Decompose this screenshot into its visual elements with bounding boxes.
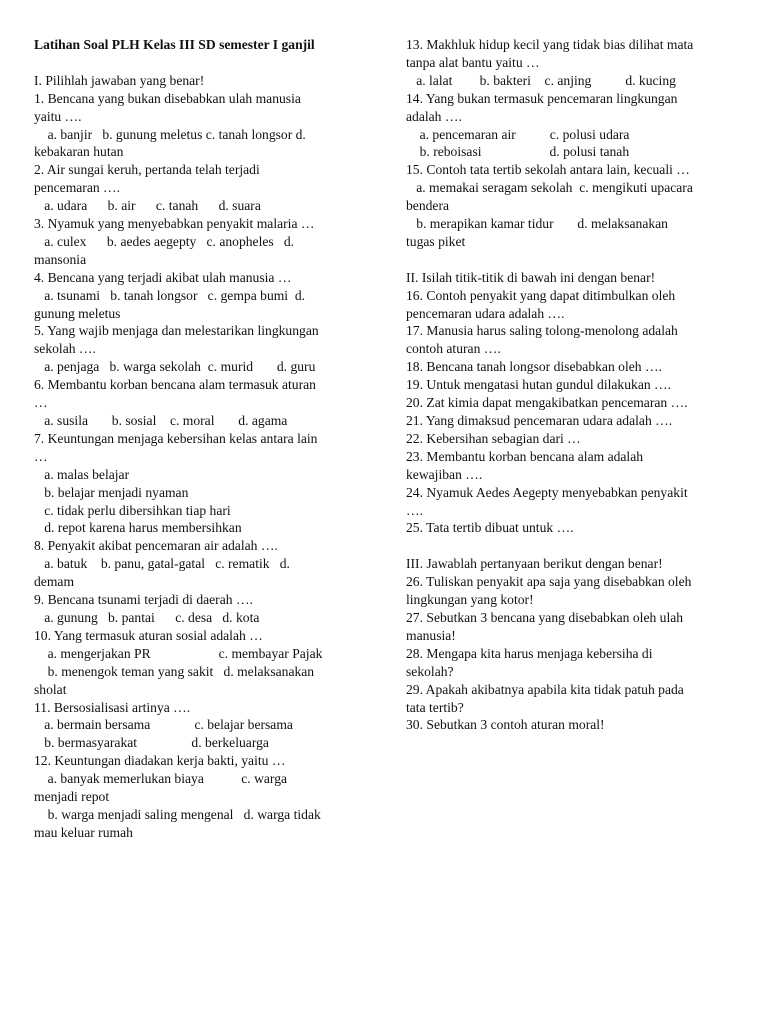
text-line: kebakaran hutan — [34, 144, 124, 160]
left-text-lines — [34, 54, 362, 842]
text-line: 25. Tata tertib dibuat untuk …. — [406, 520, 574, 536]
text-line: mansonia — [34, 251, 87, 267]
text-line: sekolah …. — [34, 341, 96, 357]
text-line: 11. Bersosialisasi artinya …. — [34, 699, 191, 715]
text-line: c. tidak perlu dibersihkan tiap hari — [34, 502, 231, 518]
text-line: 9. Bencana tsunami terjadi di daerah …. — [34, 592, 253, 608]
text-line: tugas piket — [406, 233, 466, 249]
text-line: manusia! — [406, 627, 456, 643]
text-line: 6. Membantu korban bencana alam termasuk aturan — [34, 377, 316, 393]
text-line: b. bermasyarakat d. berkeluarga — [34, 735, 269, 751]
text-line: sholat — [34, 681, 67, 697]
text-line: III. Jawablah pertanyaan berikut dengan benar! — [406, 556, 663, 572]
text-line: 22. Kebersihan sebagian dari … — [406, 430, 581, 446]
text-line: II. Isilah titik-titik di bawah ini dengan benar! — [406, 269, 656, 285]
blank-line — [34, 54, 362, 72]
text-line: 16. Contoh penyakit yang dapat ditimbulkan oleh — [406, 287, 676, 303]
text-line: 15. Contoh tata tertib sekolah antara lain, kecuali … — [406, 162, 690, 178]
text-line: a. susila b. sosial c. moral d. agama — [34, 413, 288, 429]
text-line: 19. Untuk mengatasi hutan gundul dilakukan …. — [406, 377, 672, 393]
text-line: a. banjir b. gunung meletus c. tanah longsor d. — [34, 126, 306, 142]
text-line: contoh aturan …. — [406, 341, 501, 357]
text-line: a. pencemaran air c. polusi udara — [406, 126, 630, 142]
text-line: a. udara b. air c. tanah d. suara — [34, 198, 261, 214]
text-line: 29. Apakah akibatnya apabila kita tidak patuh pada — [406, 681, 684, 697]
text-line: b. warga menjadi saling mengenal d. warga tidak — [34, 806, 321, 822]
text-line: b. merapikan kamar tidur d. melaksanakan — [406, 216, 668, 232]
text-line: b. reboisasi d. polusi tanah — [406, 144, 630, 160]
text-line: 17. Manusia harus saling tolong-menolong adalah — [406, 323, 678, 339]
text-line: kewajiban …. — [406, 466, 483, 482]
text-line: 24. Nyamuk Aedes Aegepty menyebabkan penyakit — [406, 484, 688, 500]
text-line: 10. Yang termasuk aturan sosial adalah … — [34, 627, 263, 643]
text-line: 28. Mengapa kita harus menjaga kebersiha di — [406, 645, 653, 661]
text-line: a. tsunami b. tanah longsor c. gempa bumi d. — [34, 287, 306, 303]
document-title: Latihan Soal PLH Kelas III SD semester I ganjil — [34, 37, 315, 52]
text-line: mau keluar rumah — [34, 824, 133, 840]
text-line: 30. Sebutkan 3 contoh aturan moral! — [406, 717, 605, 733]
text-line: a. banyak memerlukan biaya c. warga — [34, 771, 288, 787]
text-line: 4. Bencana yang terjadi akibat ulah manusia … — [34, 269, 292, 285]
text-line: a. mengerjakan PR c. membayar Pajak — [34, 645, 323, 661]
text-line: menjadi repot — [34, 789, 110, 805]
text-line: pencemaran …. — [34, 180, 121, 196]
right-text-lines — [406, 36, 742, 734]
text-line: 8. Penyakit akibat pencemaran air adalah …. — [34, 538, 278, 554]
text-line: adalah …. — [406, 108, 462, 124]
text-line: … — [34, 448, 48, 464]
text-line: lingkungan yang kotor! — [406, 592, 534, 608]
text-line: 7. Keuntungan menjaga kebersihan kelas antara lain — [34, 430, 318, 446]
text-line: a. gunung b. pantai c. desa d. kota — [34, 609, 260, 625]
text-line: a. penjaga b. warga sekolah c. murid d. guru — [34, 359, 316, 375]
text-line: sekolah? — [406, 663, 454, 679]
text-line: bendera — [406, 198, 450, 214]
text-line: d. repot karena harus membersihkan — [34, 520, 242, 536]
text-line: 13. Makhluk hidup kecil yang tidak bias dilihat mata — [406, 37, 694, 52]
text-line: tanpa alat bantu yaitu … — [406, 54, 540, 70]
text-line: a. memakai seragam sekolah c. mengikuti upacara — [406, 180, 693, 196]
text-line: a. bermain bersama c. belajar bersama — [34, 717, 293, 733]
text-line: 26. Tuliskan penyakit apa saja yang disebabkan oleh — [406, 574, 692, 590]
text-line: 12. Keuntungan diadakan kerja bakti, yaitu … — [34, 753, 286, 769]
blank-line — [406, 251, 742, 269]
text-line: I. Pilihlah jawaban yang benar! — [34, 72, 205, 88]
text-line: a. lalat b. bakteri c. anjing d. kucing — [406, 72, 676, 88]
text-line: 18. Bencana tanah longsor disebabkan oleh …. — [406, 359, 662, 375]
text-line: 20. Zat kimia dapat mengakibatkan pencemaran …. — [406, 395, 688, 411]
text-line: b. menengok teman yang sakit d. melaksanakan — [34, 663, 315, 679]
text-line: gunung meletus — [34, 305, 121, 321]
text-line: 3. Nyamuk yang menyebabkan penyakit malaria … — [34, 216, 315, 232]
text-line: 14. Yang bukan termasuk pencemaran lingkungan — [406, 90, 678, 106]
text-line: a. culex b. aedes aegepty c. anopheles d. — [34, 233, 295, 249]
text-line: 2. Air sungai keruh, pertanda telah terjadi — [34, 162, 260, 178]
blank-line — [406, 537, 742, 555]
text-line: tata tertib? — [406, 699, 464, 715]
text-line: …. — [406, 502, 423, 518]
left-column — [34, 36, 362, 842]
text-line: b. belajar menjadi nyaman — [34, 484, 189, 500]
text-line: demam — [34, 574, 75, 590]
text-line: … — [34, 395, 48, 411]
text-line: 5. Yang wajib menjaga dan melestarikan lingkungan — [34, 323, 319, 339]
text-line: a. batuk b. panu, gatal-gatal c. rematik d. — [34, 556, 290, 572]
text-line: pencemaran udara adalah …. — [406, 305, 565, 321]
right-column — [406, 36, 742, 734]
text-line: 27. Sebutkan 3 bencana yang disebabkan oleh ulah — [406, 609, 684, 625]
text-line: yaitu …. — [34, 108, 82, 124]
text-line: 1. Bencana yang bukan disebabkan ulah manusia — [34, 90, 301, 106]
text-line: 21. Yang dimaksud pencemaran udara adalah …. — [406, 413, 673, 429]
text-line: 23. Membantu korban bencana alam adalah — [406, 448, 644, 464]
text-line: a. malas belajar — [34, 466, 130, 482]
